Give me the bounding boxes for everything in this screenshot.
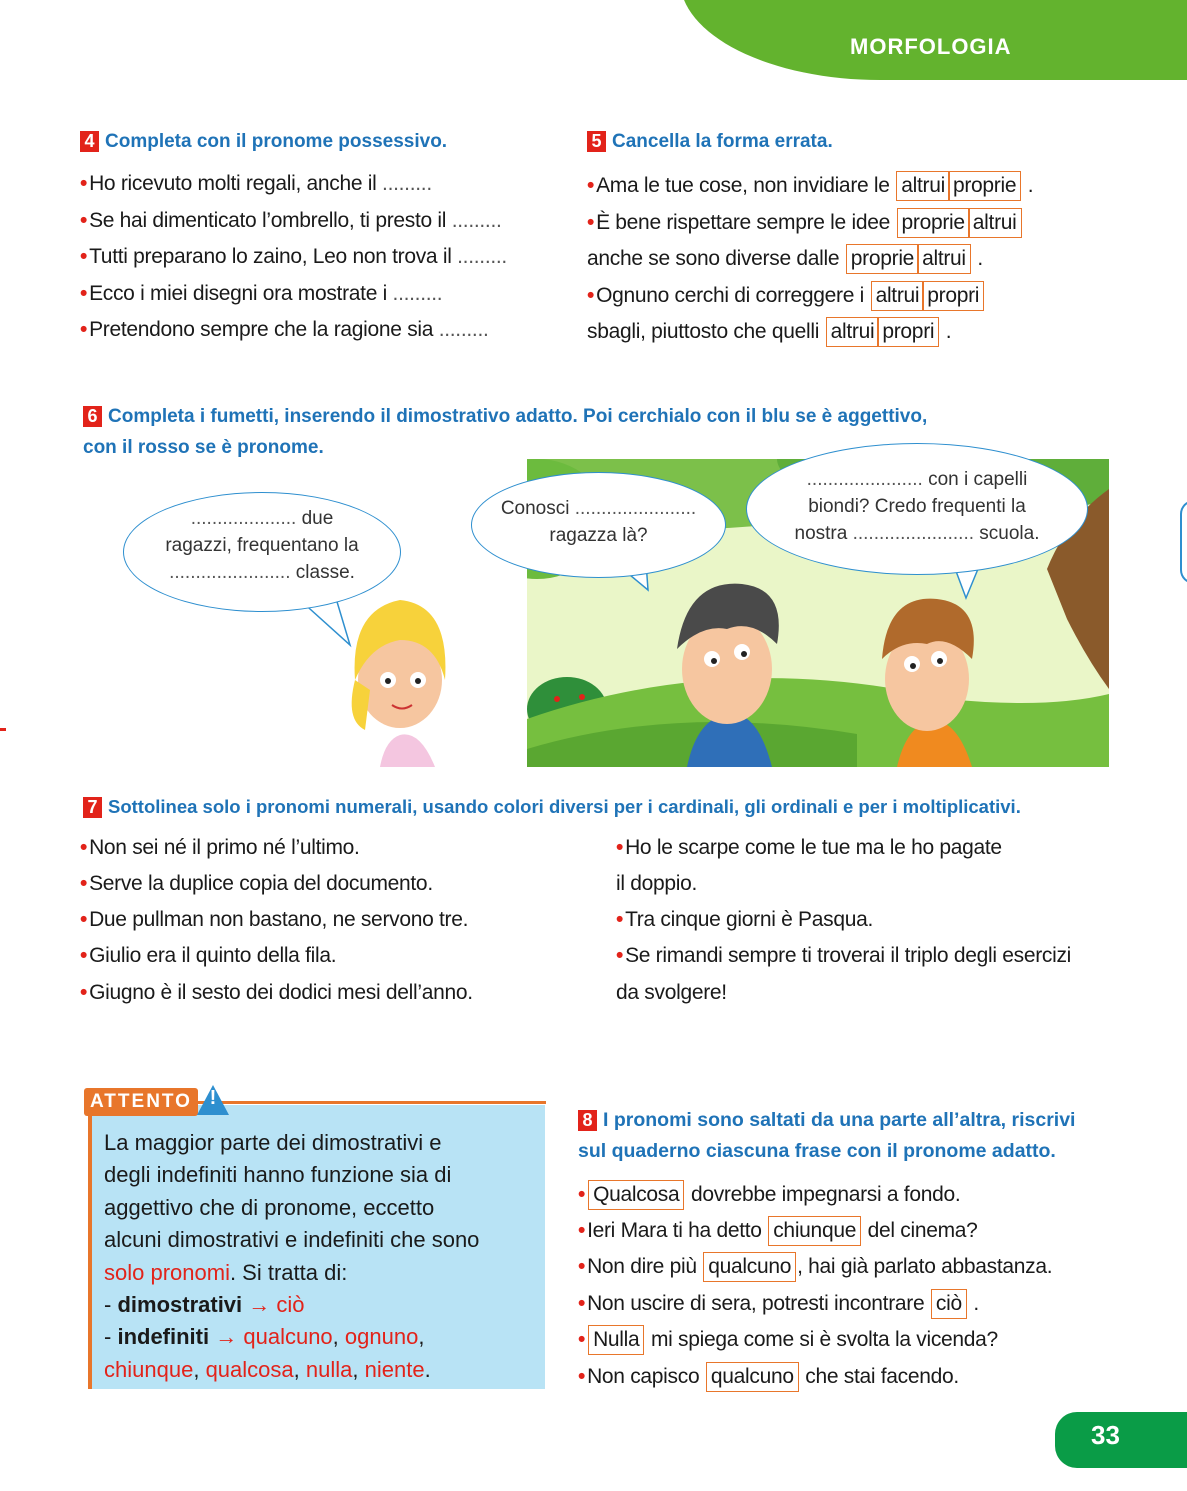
exercise-title-text: Sottolinea solo i pronomi numerali, usando colori diversi per i cardinali, gli ordinali e per i moltiplicativi. [108, 796, 1021, 817]
exercise-7-title [83, 794, 1021, 820]
pronoun-box: qualcuno [703, 1252, 796, 1282]
bullet: • [578, 1328, 586, 1351]
text-line [104, 1354, 479, 1386]
text: Ho le scarpe come le tue ma le ho pagate [625, 836, 1002, 859]
text: degli indefiniti hanno funzione sia di [104, 1162, 452, 1188]
choice-box[interactable]: proprie [846, 244, 919, 274]
bullet: • [80, 282, 88, 305]
page-number: 33 [1055, 1412, 1187, 1468]
bubble-line [124, 493, 400, 532]
text: Tra cinque giorni è Pasqua. [625, 908, 874, 931]
attento-text [104, 1127, 479, 1386]
exercise-8-title [578, 1107, 1075, 1133]
text: . [945, 320, 952, 343]
bullet: • [578, 1219, 586, 1242]
margin-tab [1180, 500, 1187, 584]
blank: ...................... [806, 469, 923, 490]
text: nostra [794, 523, 848, 544]
choice-box[interactable]: proprie [897, 208, 970, 238]
exercise-title-text: Cancella la forma errata. [612, 131, 833, 152]
exercise-7-item [80, 835, 360, 861]
exercise-7-item [80, 871, 433, 897]
text: Ognuno cerchi di correggere i [596, 284, 865, 307]
text: Ho ricevuto molti regali, anche il [89, 172, 377, 195]
text: . Si tratta di: [229, 1259, 348, 1285]
bullet: • [578, 1255, 586, 1278]
text: Se hai dimenticato l’ombrello, ti presto il [89, 209, 447, 232]
text: . [424, 1356, 431, 1382]
exercise-8-sentence-3 [578, 1252, 1052, 1282]
blank: ......... [451, 209, 502, 232]
text: , [193, 1356, 200, 1382]
blank: ......... [457, 245, 507, 268]
bullet: • [578, 1183, 586, 1206]
bullet: • [80, 318, 88, 341]
bubble-line [747, 520, 1087, 547]
bullet: • [587, 174, 595, 197]
bubble-line [124, 559, 400, 586]
bullet: • [587, 211, 595, 234]
bubble-line [472, 473, 725, 522]
text: . [973, 1292, 979, 1315]
text: Non uscire di sera, potresti incontrare [587, 1292, 925, 1315]
blank: ......... [382, 172, 432, 195]
blank: .................... [190, 508, 297, 529]
pronoun-box: qualcuno [706, 1362, 799, 1392]
exercise-7-right-3b: da svolgere! [616, 981, 727, 1004]
exercise-number: 6 [83, 406, 102, 427]
bubble-line [747, 444, 1087, 493]
text: , hai già parlato abbastanza. [797, 1255, 1053, 1278]
text: alcuni dimostrativi e indefiniti che sono [104, 1227, 480, 1253]
text: due [301, 508, 334, 529]
exercise-7-right-3 [616, 943, 1071, 969]
bubble-line: biondi? Credo frequenti la [808, 496, 1026, 517]
blank: ....................... [852, 523, 975, 544]
exercise-number: 5 [587, 131, 606, 152]
bullet: • [616, 836, 624, 859]
margin-mark [0, 728, 6, 731]
speech-bubble-1 [123, 492, 401, 612]
blank: ....................... [574, 498, 697, 519]
text: . [977, 247, 983, 270]
text: , [332, 1324, 339, 1350]
text-line [104, 1289, 479, 1321]
exercise-7-item [80, 907, 468, 933]
bullet: • [80, 908, 88, 931]
exercise-7-right-1 [616, 835, 1002, 861]
exercise-number: 7 [83, 797, 102, 818]
choice-box[interactable]: propri [922, 281, 984, 311]
text: Serve la duplice copia del documento. [89, 872, 433, 895]
exercise-8-title-line2: sul quaderno ciascuna frase con il pronome adatto. [578, 1140, 1056, 1162]
text: Ieri Mara ti ha detto [587, 1219, 762, 1242]
bullet: • [80, 245, 88, 268]
text: È bene rispettare sempre le idee [596, 211, 890, 234]
text: che stai facendo. [805, 1365, 959, 1388]
highlight: solo pronomi [104, 1259, 230, 1285]
text: del cinema? [867, 1219, 978, 1242]
text: Tutti preparano lo zaino, Leo non trova il [89, 245, 452, 268]
exercise-7-right-1b: il doppio. [616, 872, 698, 895]
text: - [104, 1324, 118, 1350]
exercise-7-item [80, 980, 473, 1006]
highlight: nulla [305, 1356, 353, 1382]
blank: ......... [438, 318, 489, 341]
text: dovrebbe impegnarsi a fondo. [690, 1183, 961, 1206]
pronoun-box: chiunque [768, 1216, 861, 1246]
text: aggettivo che di pronome, eccetto [104, 1194, 435, 1220]
text: - [104, 1292, 118, 1318]
pronoun-box: ciò [931, 1289, 967, 1319]
text: anche se sono diverse dalle [587, 247, 840, 270]
bullet: • [80, 209, 88, 232]
exercise-7-item [80, 943, 336, 969]
highlight: qualcuno [243, 1324, 333, 1350]
choice-box[interactable]: altrui [871, 281, 925, 311]
text: Giulio era il quinto della fila. [89, 944, 337, 967]
attento-left-rule [88, 1101, 92, 1389]
bullet: • [80, 172, 88, 195]
section-label: MORFOLOGIA [850, 34, 1012, 59]
text: sbagli, piuttosto che quelli [587, 320, 820, 343]
exercise-number: 8 [578, 1110, 597, 1131]
text: La maggior parte dei dimostrativi e [104, 1130, 442, 1155]
bullet: • [80, 872, 88, 895]
exercise-title-text: Completa i fumetti, inserendo il dimostrativo adatto. Poi cerchialo con il blu se è aggettivo, [108, 406, 928, 427]
text: Ama le tue cose, non invidiare le [596, 174, 890, 197]
text: mi spiega come si è svolta la vicenda? [650, 1328, 998, 1351]
text: Non sei né il primo né l’ultimo. [89, 836, 360, 859]
text: Giugno è il sesto dei dodici mesi dell’anno. [89, 981, 473, 1004]
text: , [418, 1324, 425, 1350]
highlight: ciò [276, 1292, 305, 1318]
text: Due pullman non bastano, ne servono tre. [89, 908, 469, 931]
highlight: chiunque [104, 1356, 194, 1382]
exercise-8-sentence-4 [578, 1289, 979, 1319]
exercise-6-title-line2: con il rosso se è pronome. [83, 437, 324, 458]
exercise-8-sentence-2 [578, 1216, 978, 1246]
bubble-line: ragazzi, frequentano la [165, 535, 359, 556]
attento-label: ATTENTO [84, 1088, 198, 1116]
bullet: • [616, 908, 624, 931]
choice-box[interactable]: altrui [968, 208, 1022, 238]
text: , [352, 1356, 359, 1382]
text: con i capelli [928, 469, 1028, 490]
exercise-number: 4 [80, 131, 99, 152]
warning-mark: ! [209, 1087, 217, 1109]
bullet: • [578, 1365, 586, 1388]
text-line [104, 1257, 479, 1289]
exercise-8-sentence-1 [578, 1180, 960, 1210]
text: , [293, 1356, 300, 1382]
pronoun-box: Qualcosa [588, 1180, 684, 1210]
bullet: • [587, 284, 595, 307]
exercise-8-sentence-6 [578, 1362, 959, 1392]
bullet: • [80, 836, 88, 859]
text: Non capisco [587, 1365, 700, 1388]
text: Conosci [500, 498, 570, 519]
pronoun-box: Nulla [588, 1325, 644, 1355]
exercise-8-sentence-5 [578, 1325, 998, 1355]
text: classe. [295, 562, 355, 583]
bullet: • [80, 981, 88, 1004]
highlight: niente [364, 1356, 425, 1382]
highlight: ognuno [344, 1324, 419, 1350]
text: Se rimandi sempre ti troverai il triplo degli esercizi [625, 944, 1072, 967]
exercise-7-right-2 [616, 907, 873, 933]
blank: ......... [392, 282, 443, 305]
arrow-icon: → [215, 1324, 238, 1350]
text: Ecco i miei disegni ora mostrate i [89, 282, 387, 305]
bullet: • [578, 1292, 586, 1315]
arrow-icon: → [248, 1292, 271, 1318]
speech-bubble-3 [746, 443, 1088, 575]
bullet: • [616, 944, 624, 967]
text: scuola. [979, 523, 1040, 544]
choice-box[interactable]: propri [877, 317, 939, 347]
choice-box[interactable]: proprie [948, 171, 1021, 201]
choice-box[interactable]: altrui [896, 171, 950, 201]
exercise-title-text: Completa con il pronome possessivo. [105, 131, 448, 152]
blank: ....................... [169, 562, 291, 583]
bullet: • [80, 944, 88, 967]
text: Non dire più [587, 1255, 697, 1278]
bold-label: indefiniti [117, 1324, 210, 1350]
speech-bubble-2 [471, 472, 726, 578]
text: Pretendono sempre che la ragione sia [89, 318, 434, 341]
text-line [104, 1321, 479, 1353]
highlight: qualcosa [205, 1356, 294, 1382]
choice-box[interactable]: altrui [917, 244, 971, 274]
text: . [1027, 174, 1034, 197]
exercise-title-text: I pronomi sono saltati da una parte all’altra, riscrivi [603, 1109, 1076, 1131]
choice-box[interactable]: altrui [826, 317, 880, 347]
bold-label: dimostrativi [117, 1292, 243, 1318]
bubble-line: ragazza là? [549, 525, 648, 546]
